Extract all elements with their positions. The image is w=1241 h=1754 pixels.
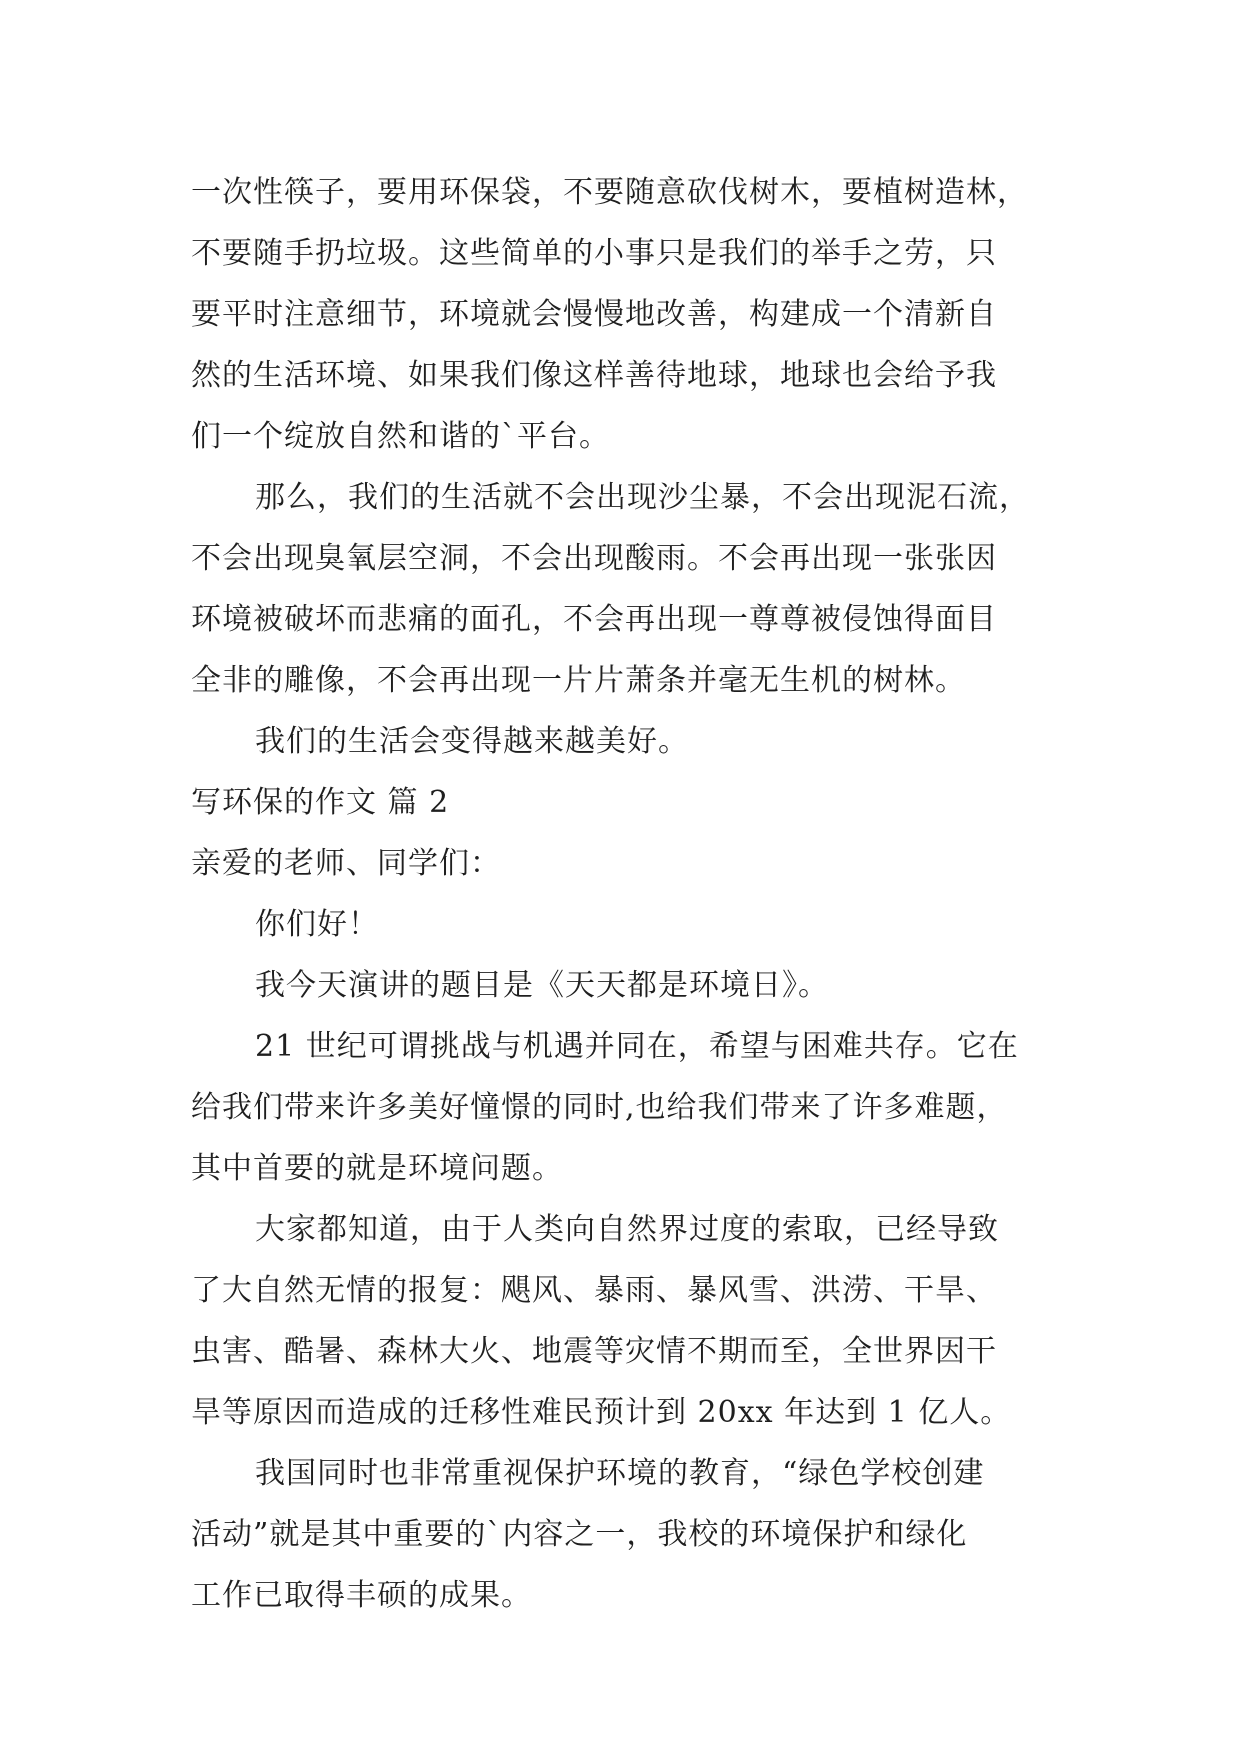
text-line: 其中首要的就是环境问题。	[191, 1151, 563, 1186]
paragraph-first-line: 我们的生活会变得越来越美好。	[255, 724, 689, 759]
text-line: 工作已取得丰硕的成果。	[191, 1578, 532, 1613]
paragraph-first-line: 你们好！	[255, 907, 379, 942]
text-line: 了大自然无情的报复：飓风、暴雨、暴风雪、洪涝、干旱、	[191, 1273, 997, 1308]
paragraph-first-line: 我今天演讲的题目是《天天都是环境日》。	[255, 968, 829, 1003]
text-line: 一次性筷子，要用环保袋，不要随意砍伐树木，要植树造林，	[191, 175, 1028, 210]
paragraph-first-line: 我国同时也非常重视保护环境的教育，“绿色学校创建	[255, 1456, 985, 1491]
text-line: 给我们带来许多美好憧憬的同时,也给我们带来了许多难题，	[191, 1090, 1008, 1125]
paragraph-first-line: 那么，我们的生活就不会出现沙尘暴，不会出现泥石流，	[255, 480, 1030, 515]
text-line: 写环保的作文 篇 2	[191, 785, 450, 820]
document-body	[191, 162, 1071, 1626]
paragraph-first-line: 大家都知道，由于人类向自然界过度的索取，已经导致	[255, 1212, 999, 1247]
text-line: 全非的雕像，不会再出现一片片萧条并毫无生机的树林。	[191, 663, 966, 698]
text-line: 不要随手扔垃圾。这些简单的小事只是我们的举手之劳，只	[191, 236, 997, 271]
text-line: 旱等原因而造成的迁移性难民预计到 20xx 年达到 1 亿人。	[191, 1395, 1012, 1430]
text-line: 不会出现臭氧层空洞，不会出现酸雨。不会再出现一张张因	[191, 541, 997, 576]
text-line: 虫害、酷暑、森林大火、地震等灾情不期而至，全世界因干	[191, 1334, 997, 1369]
text-line: 环境被破坏而悲痛的面孔，不会再出现一尊尊被侵蚀得面目	[191, 602, 997, 637]
text-line: 亲爱的老师、同学们：	[191, 846, 501, 881]
text-line: 们一个绽放自然和谐的`平台。	[191, 419, 610, 454]
paragraph-first-line: 21 世纪可谓挑战与机遇并同在，希望与困难共存。它在	[255, 1029, 1019, 1064]
text-line: 活动”就是其中重要的`内容之一，我校的环境保护和绿化	[191, 1517, 968, 1552]
text-line: 然的生活环境、如果我们像这样善待地球，地球也会给予我	[191, 358, 997, 393]
text-line: 要平时注意细节，环境就会慢慢地改善，构建成一个清新自	[191, 297, 997, 332]
